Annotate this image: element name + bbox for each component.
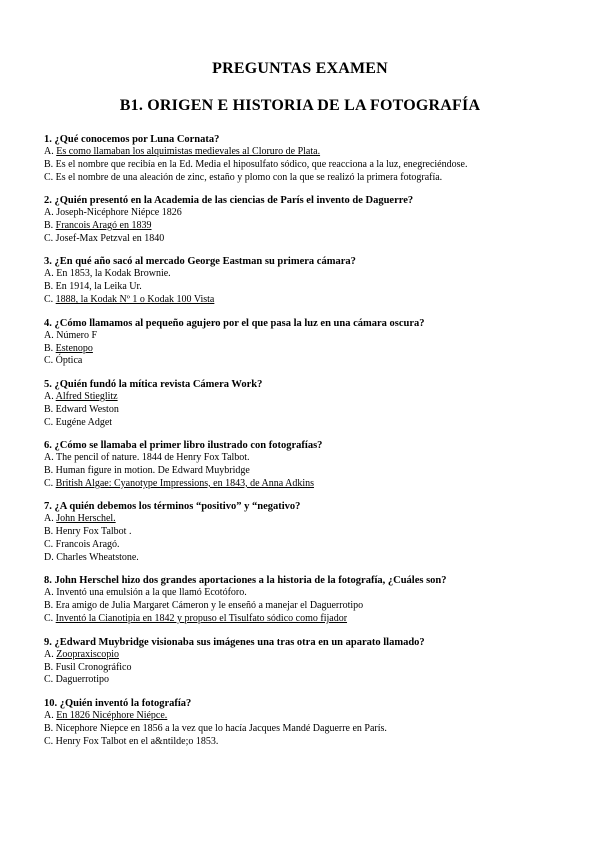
answer-option [44,478,584,491]
answer-option [44,404,584,417]
question-block [44,574,584,626]
correct-answer-text: British Algae: Cyanotype Impressions, en 1843, de Anna Adkins [55,477,314,489]
answer-option [44,294,584,307]
answer-option [44,355,584,368]
question-block [44,317,584,369]
option-letter: A. [44,207,57,219]
answer-option [44,159,584,172]
option-text: Fusil Cronográfico [55,661,132,673]
option-letter: B. [44,158,56,170]
option-letter: B. [44,465,56,476]
question-block [44,439,584,491]
option-text: Henry Fox Talbot en el a&ntilde;o 1853. [55,735,219,747]
option-letter: C. [44,233,56,245]
answer-option [44,600,584,613]
option-letter: C. [44,539,56,551]
answer-option [44,281,584,294]
option-text: Es el nombre de una aleación de zinc, estaño y plomo con la que se realizó la primera fotografía. [55,171,443,183]
question-text: 8. John Herschel hizo dos grandes aportaciones a la historia de la fotografía, ¿Cuáles son? [44,575,447,587]
answer-option [44,539,584,552]
option-text: Joseph-Nicéphore Niépce 1826 [56,207,182,219]
option-text: En 1853, la Kodak Brownie. [56,268,171,280]
answer-option [44,417,584,430]
answer-option [44,452,584,465]
option-text: Óptica [55,355,83,367]
option-letter: B. [44,220,56,232]
option-text: Francois Aragó. [55,539,120,551]
option-letter: C. [44,477,56,489]
option-letter: A. [44,513,57,525]
option-text: En 1914, la Leika Ur. [55,281,142,293]
answer-option [44,649,584,662]
option-letter: A. [44,390,56,402]
option-text: Nicephore Niepce en 1856 a la vez que lo hacía Jacques Mandé Daguerre en París. [55,722,387,734]
answer-option [44,172,584,185]
answer-option [44,146,584,159]
option-text: Número F [56,329,98,341]
option-letter: C. [44,294,56,306]
question-text: 6. ¿Cómo se llamaba el primer libro ilustrado con fotografías? [44,440,323,452]
question-text: 9. ¿Edward Muybridge visionaba sus imágenes una tras otra en un aparato llamado? [44,636,425,648]
option-letter: A. [44,268,57,280]
question-text: 4. ¿Cómo llamamos al pequeño agujero por el que pasa la luz en una cámara oscura? [44,317,425,329]
option-text: Josef-Max Petzval en 1840 [55,233,165,245]
question-text: 10. ¿Quién inventó la fotografía? [44,697,192,709]
option-text: Es el nombre que recibía en la Ed. Media el hiposulfato sódico, que reacciona a la luz, enegreciéndose. [55,158,468,170]
option-text: Human figure in motion. De Edward Muybridge [55,465,250,476]
answer-option [44,662,584,675]
answer-option [44,513,584,526]
option-letter: C. [44,171,56,183]
question-text: 3. ¿En qué año sacó al mercado George Eastman su primera cámara? [44,256,356,268]
question-block [44,697,584,749]
option-letter: C. [44,735,56,747]
option-letter: C. [44,355,56,367]
correct-answer-text: Inventó la Cianotipia en 1842 y propuso el Tisulfato sódico como fijador [55,613,348,625]
option-letter: A. [44,452,57,464]
question-text: 1. ¿Qué conocemos por Luna Cornata? [44,134,220,145]
question-block [44,194,584,246]
correct-answer-text: John Herschel. [56,513,116,525]
answer-option [44,736,584,749]
answer-option [44,526,584,539]
option-letter: A. [44,648,57,660]
question-block [44,378,584,430]
option-text: Era amigo de Julia Margaret Cámeron y le enseñó a manejar el Daguerrotipo [55,600,364,612]
option-letter: B. [44,526,56,538]
question-text: 2. ¿Quién presentó en la Academia de las ciencias de París el invento de Daguerre? [44,195,414,207]
page-title: PREGUNTAS EXAMEN [212,60,388,77]
correct-answer-text: Francois Aragó en 1839 [55,220,152,232]
section-title: B1. ORIGEN E HISTORIA DE LA FOTOGRAFÍA [119,97,481,114]
answer-option [44,674,584,687]
option-text: Inventó una emulsión a la que llamó Ecotóforo. [56,587,247,599]
option-text: Henry Fox Talbot . [55,526,132,538]
answer-option [44,613,584,626]
answer-option [44,220,584,233]
option-letter: A. [44,146,57,157]
question-block [44,255,584,307]
option-letter: C. [44,416,56,428]
option-text: The pencil of nature. 1844 de Henry Fox Talbot. [56,452,250,464]
answer-option [44,330,584,343]
option-text: Edward Weston [55,403,119,415]
question-text: 5. ¿Quién fundó la mítica revista Cámera Work? [44,378,263,390]
option-letter: C. [44,613,56,625]
answer-option [44,465,584,478]
option-letter: D. [44,552,57,564]
question-block [44,133,584,185]
answer-option [44,233,584,246]
answer-option [44,587,584,600]
option-letter: B. [44,661,56,673]
option-letter: A. [44,329,57,341]
option-letter: B. [44,281,56,293]
answer-option [44,343,584,356]
answer-option [44,552,584,565]
question-text: 7. ¿A quién debemos los términos “positivo” y “negativo? [44,501,301,513]
option-letter: B. [44,342,56,354]
correct-answer-text: Alfred Stieglitz [55,390,118,402]
answer-option [44,723,584,736]
correct-answer-text: En 1826 Nicéphore Niépce. [56,709,168,721]
question-block [44,636,584,688]
option-letter: B. [44,600,56,612]
option-letter: C. [44,674,56,686]
option-text: Daguerrotipo [55,674,109,686]
answer-option [44,391,584,404]
question-list [44,133,584,758]
answer-option [44,268,584,281]
option-letter: B. [44,403,56,415]
answer-option [44,207,584,220]
option-letter: B. [44,722,56,734]
correct-answer-text: Zoopraxiscopio [56,648,119,660]
answer-option [44,710,584,723]
correct-answer-text: Es como llamaban los alquimistas medievales al Cloruro de Plata. [56,146,321,157]
question-block [44,500,584,565]
option-letter: A. [44,709,57,721]
option-text: Charles Wheatstone. [56,552,139,564]
correct-answer-text: 1888, la Kodak Nº 1 o Kodak 100 Vista [55,294,215,306]
option-text: Eugéne Adget [55,416,113,428]
correct-answer-text: Estenopo [55,342,93,354]
option-letter: A. [44,587,57,599]
